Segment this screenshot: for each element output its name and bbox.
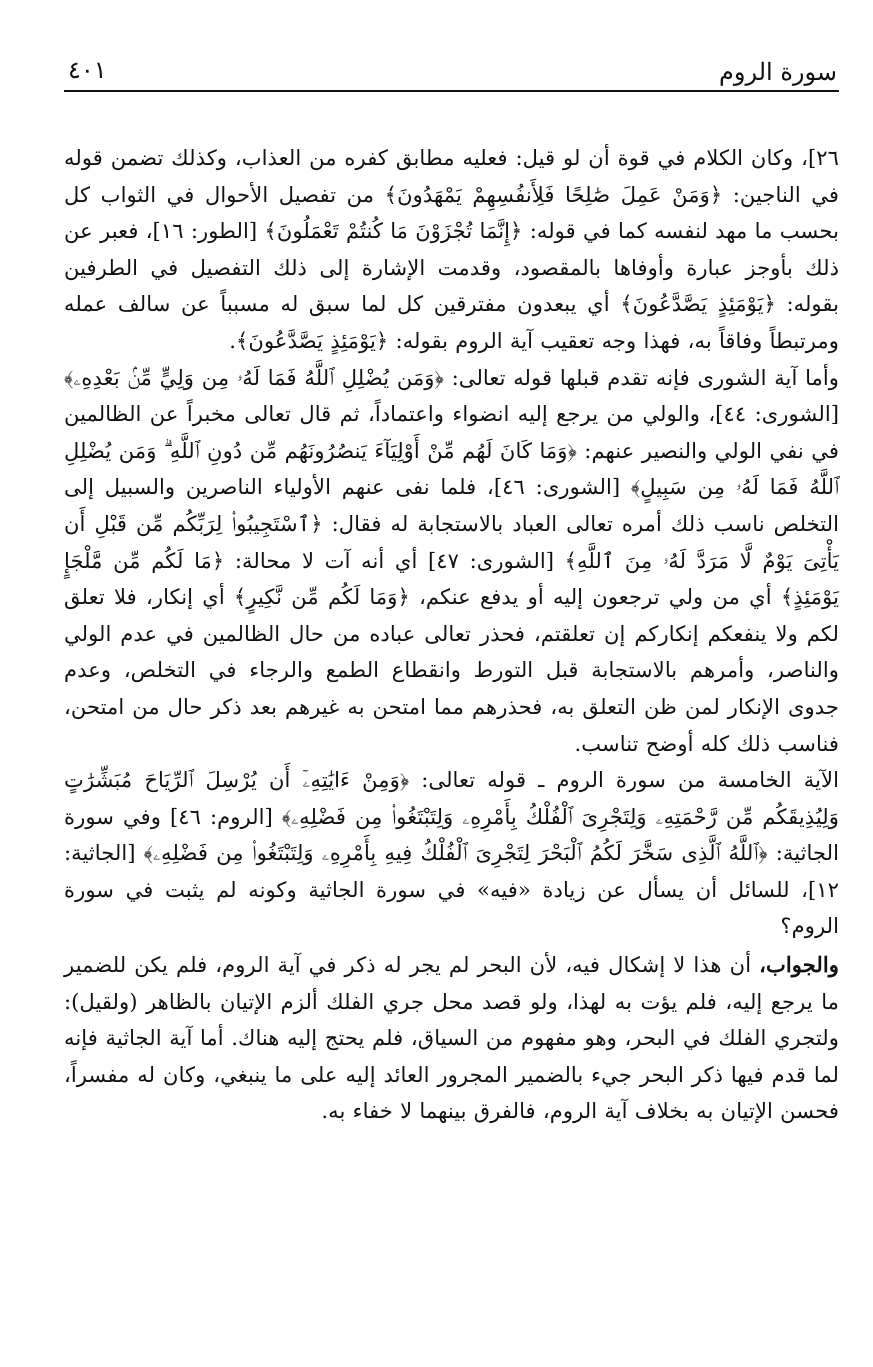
page-number: ٤٠١ [68,56,107,84]
paragraph-1: ٢٦]، وكان الكلام في قوة أن لو قيل: فعليه مطابق كفره من العذاب، وكذلك تضمن قوله في الناجين: ﴿وَمَنْ عَمِلَ صَٰلِحًا فَلِأَنفُسِهِمْ يَمْهَدُونَ﴾ من تفصيل الأحوال في الثواب كل بحسب ما مهد لنفسه كما في قوله: ﴿إِنَّمَا تُجْزَوْنَ مَا كُنتُمْ تَعْمَلُونَ﴾ [الطور: ١٦]، فعبر عن ذلك بأوجز عبارة وأوفاها بالمقصود، وقدمت الإشارة إلى ذلك التفصيل في الطرفين بقوله: ﴿يَوْمَئِذٍ يَصَّدَّعُونَ﴾ أي يبعدون مفترقين كل لما سبق له مسبباً عن سالف عمله ومرتبطاً وفاقاً به، فهذا وجه تعقيب آية الروم بقوله: ﴿يَوْمَئِذٍ يَصَّدَّعُونَ﴾. [64,145,840,353]
surah-title: سورة الروم [719,58,837,86]
paragraph-2: وأما آية الشورى فإنه تقدم قبلها قوله تعالى: ﴿وَمَن يُضْلِلِ ٱللَّهُ فَمَا لَهُۥ مِن وَلِيٍّ مِّنۢ بَعْدِهِۦ﴾ [الشورى: ٤٤]، والولي من يرجع إليه انضواء واعتماداً، ثم قال تعالى مخبراً عن الظالمين في نفي الولي والنصير عنهم: ﴿وَمَا كَانَ لَهُم مِّنْ أَوْلِيَآءَ يَنصُرُونَهُم مِّن دُونِ ٱللَّهِ ۗ وَمَن يُضْلِلِ ٱللَّهُ فَمَا لَهُۥ مِن سَبِيلٍ﴾ [الشورى: ٤٦]، فلما نفى عنهم الأولياء الناصرين والسبيل إلى التخلص ناسب ذلك أمره تعالى العباد بالاستجابة له فقال: ﴿ٱسْتَجِيبُوا۟ لِرَبِّكُم مِّن قَبْلِ أَن يَأْتِىَ يَوْمٌ لَّا مَرَدَّ لَهُۥ مِنَ ٱللَّهِ﴾ [الشورى: ٤٧] أي أنه آت لا محالة: ﴿مَا لَكُم مِّن مَّلْجَإٍ يَوْمَئِذٍ﴾ أي من ولي ترجعون إليه أو يدفع عنكم، ﴿وَمَا لَكُم مِّن نَّكِيرٍ﴾ أي إنكار، فلا تعلق لكم ولا ينفعكم إنكاركم إن تعلقتم، فحذر تعالى عباده من حال الظالمين في عدم الولي والناصر، وأمرهم بالاستجابة قبل التورط وانقطاع الطمع والرجاء في التخلص، وعدم جدوى الإنكار لمن ظن التعلق به، فحذرهم مما امتحن به غيرهم بعد ذكر حال من امتحن، فناسب ذلك كله أوضح تناسب. [64,364,839,756]
answer-label: والجواب، [759,952,839,978]
page-header [64,40,839,92]
paragraph-3: الآية الخامسة من سورة الروم ـ قوله تعالى: ﴿وَمِنْ ءَايَٰتِهِۦٓ أَن يُرْسِلَ ٱلرِّيَاحَ مُبَشِّرَٰتٍ وَلِيُذِيقَكُم مِّن رَّحْمَتِهِۦ وَلِتَجْرِىَ ٱلْفُلْكُ بِأَمْرِهِۦ وَلِتَبْتَغُوا۟ مِن فَضْلِهِۦ﴾ [الروم: ٤٦] وفي سورة الجاثية: ﴿ٱللَّهُ ٱلَّذِى سَخَّرَ لَكُمُ ٱلْبَحْرَ لِتَجْرِىَ ٱلْفُلْكُ فِيهِ بِأَمْرِهِۦ وَلِتَبْتَغُوا۟ مِن فَضْلِهِۦ﴾ [الجاثية: ١٢]، للسائل أن يسأل عن زيادة «فيه» في سورة الجاثية وكونه لم يثبت في سورة الروم؟ [64,767,839,939]
answer-text: أن هذا لا إشكال فيه، لأن البحر لم يجر له ذكر في آية الروم، فلم يكن للضمير ما يرجع إليه، فلم يؤت به لهذا، ولو قصد محل جري الفلك ألزم الإتيان بالظاهر (ولقيل): ولتجري الفلك في البحر، وهو مفهوم من السياق، فلم يحتج إليه هناك. أما آية الجاثية فإنه لما قدم فيها ذكر البحر جيء بالضمير المجرور العائد إليه على ما ينبغي، وكان له مفسراً، فحسن الإتيان به بخلاف آية الروم، فالفرق بينهما لا خفاء به. [64,952,839,1124]
page-body [64,140,839,1130]
book-page [64,40,839,1340]
answer-paragraph [64,947,839,1130]
